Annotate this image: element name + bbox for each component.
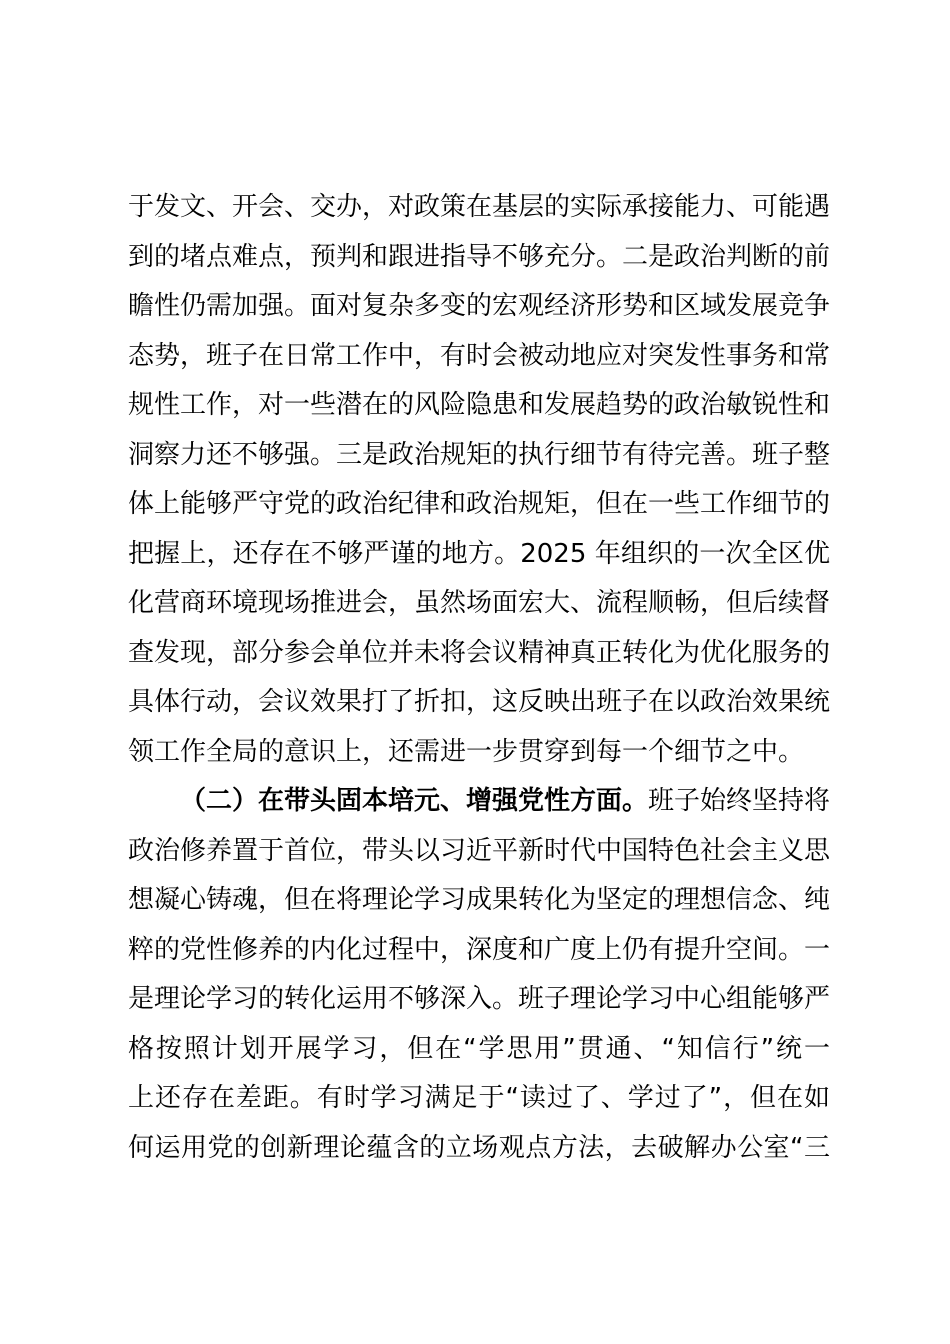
document-body — [128, 183, 830, 1173]
text-run: 格按照计划开展学习，但在“学思用”贯通、“知信行”统一 — [128, 1033, 830, 1064]
text-line — [128, 876, 830, 926]
text-line — [128, 381, 830, 431]
text-line — [128, 431, 830, 481]
text-run: 瞻性仍需加强。面对复杂多变的宏观经济形势和区域发展竞争 — [128, 291, 830, 321]
text-run: 班子始终坚持将 — [648, 786, 830, 816]
text-line — [128, 530, 830, 580]
text-run: 态势，班子在日常工作中，有时会被动地应对突发性事务和常 — [128, 340, 830, 371]
bold-text-run: （二）在带头固本培元、增强党性方面。 — [180, 786, 649, 816]
text-run: 把握上，还存在不够严谨的地方。2025 年组织的一次全区优 — [128, 538, 830, 569]
text-run: 是理论学习的转化运用不够深入。班子理论学习中心组能够严 — [128, 984, 830, 1014]
text-line — [128, 777, 830, 827]
text-run: 化营商环境现场推进会，虽然场面宏大、流程顺畅，但后续督 — [128, 588, 830, 618]
text-line — [128, 1074, 830, 1124]
text-line — [128, 827, 830, 877]
text-run: 何运用党的创新理论蕴含的立场观点方法，去破解办公室“三 — [128, 1132, 830, 1163]
text-run: 政治修养置于首位，带头以习近平新时代中国特色社会主义思 — [128, 835, 830, 866]
text-run: 上还存在差距。有时学习满足于“读过了、学过了”，但在如 — [128, 1083, 830, 1113]
text-line — [128, 480, 830, 530]
text-line — [128, 332, 830, 382]
text-line — [128, 728, 830, 778]
text-run: 洞察力还不够强。三是政治规矩的执行细节有待完善。班子整 — [128, 439, 830, 470]
text-line — [128, 183, 830, 233]
text-run: 想凝心铸魂，但在将理论学习成果转化为坚定的理想信念、纯 — [128, 885, 830, 915]
text-line — [128, 1124, 830, 1174]
text-line — [128, 629, 830, 679]
text-run: 于发文、开会、交办，对政策在基层的实际承接能力、可能遇 — [128, 192, 830, 222]
text-run: 领工作全局的意识上，还需进一步贯穿到每一个细节之中。 — [128, 736, 805, 767]
text-line — [128, 579, 830, 629]
text-line — [128, 282, 830, 332]
text-line — [128, 975, 830, 1025]
text-line — [128, 1025, 830, 1075]
text-run: 具体行动，会议效果打了折扣，这反映出班子在以政治效果统 — [128, 687, 830, 717]
text-run: 规性工作，对一些潜在的风险隐患和发展趋势的政治敏锐性和 — [128, 390, 830, 420]
text-line — [128, 926, 830, 976]
text-line — [128, 233, 830, 283]
text-run: 查发现，部分参会单位并未将会议精神真正转化为优化服务的 — [128, 637, 830, 668]
text-line — [128, 678, 830, 728]
text-run: 体上能够严守党的政治纪律和政治规矩，但在一些工作细节的 — [128, 489, 830, 519]
text-run: 粹的党性修养的内化过程中，深度和广度上仍有提升空间。一 — [128, 934, 830, 965]
text-run: 到的堵点难点，预判和跟进指导不够充分。二是政治判断的前 — [128, 241, 830, 272]
